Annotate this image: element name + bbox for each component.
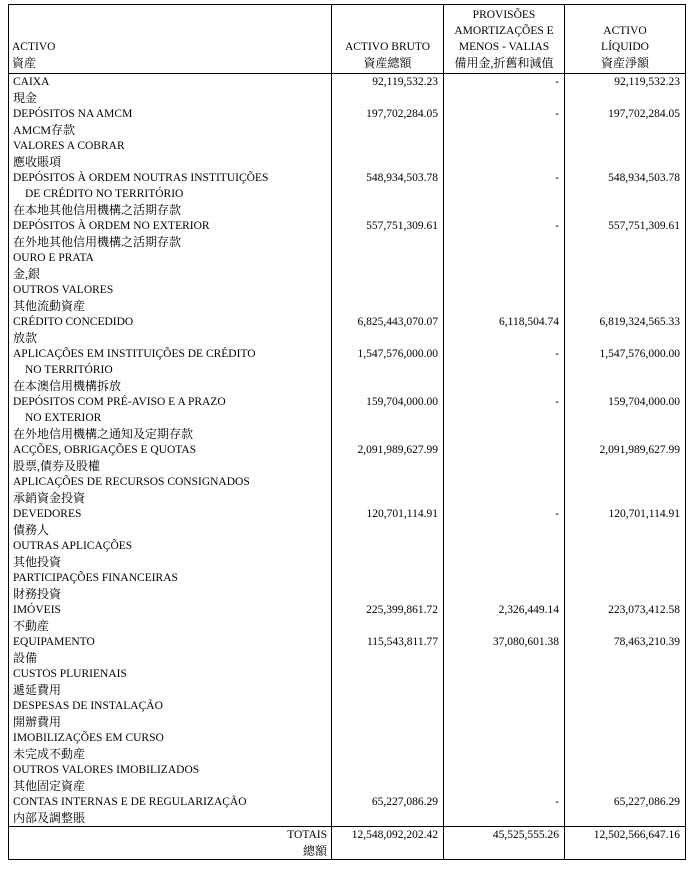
- row-activo-bruto: [331, 474, 443, 506]
- row-label-cn: 其他固定資産: [13, 779, 86, 793]
- row-description: [9, 314, 331, 346]
- row-label-pt: CAIXA: [13, 76, 50, 88]
- row-label-pt: OUTROS VALORES IMOBILIZADOS: [13, 764, 200, 776]
- row-activo-bruto: [331, 730, 443, 762]
- header-col-provisoes: [443, 5, 564, 74]
- row-activo-liquido: 6,819,324,565.33: [564, 314, 685, 346]
- balance-sheet-table: [8, 4, 686, 860]
- row-label-pt: NO TERRITÓRIO: [25, 364, 113, 376]
- totals-activo-liquido: 12,502,566,647.16: [564, 826, 685, 859]
- row-description: [9, 538, 331, 570]
- row-activo-bruto: 557,751,309.61: [331, 218, 443, 250]
- row-activo-liquido: [564, 538, 685, 570]
- row-label-pt: DEPÓSITOS À ORDEM NO EXTERIOR: [13, 220, 210, 232]
- row-description: [9, 394, 331, 442]
- row-activo-liquido: 78,463,210.39: [564, 634, 685, 666]
- header-col-activo-liquido: [564, 5, 685, 74]
- header-provisoes-line-3: MENOS - VALIAS: [458, 41, 550, 53]
- row-label-cn: 現金: [13, 91, 38, 105]
- row-activo-bruto: 1,547,576,000.00: [331, 346, 443, 394]
- row-activo-bruto: 197,702,284.05: [331, 106, 443, 138]
- row-provisoes: -: [443, 106, 564, 138]
- row-activo-liquido: [564, 250, 685, 282]
- row-activo-liquido: 120,701,114.91: [564, 506, 685, 538]
- row-activo-bruto: 6,825,443,070.07: [331, 314, 443, 346]
- row-provisoes: [443, 570, 564, 602]
- row-label-cn: AMCM存款: [13, 123, 76, 137]
- row-description: [9, 138, 331, 170]
- row-activo-bruto: 120,701,114.91: [331, 506, 443, 538]
- row-provisoes: [443, 250, 564, 282]
- row-activo-liquido: [564, 698, 685, 730]
- header-liquido-line-1: ACTIVO: [603, 25, 647, 37]
- row-activo-liquido: 92,119,532.23: [564, 74, 685, 106]
- row-description: [9, 442, 331, 474]
- row-label-cn: 股票,債券及股權: [13, 459, 101, 473]
- row-label-cn: 在本澳信用機構拆放: [13, 379, 122, 393]
- row-description: [9, 474, 331, 506]
- header-bruto-pt: ACTIVO BRUTO: [344, 41, 431, 53]
- row-description: [9, 506, 331, 538]
- row-label-pt: APLICAÇÕES EM INSTITUIÇÕES DE CRÉDITO: [13, 348, 256, 360]
- row-activo-bruto: [331, 762, 443, 794]
- row-activo-bruto: [331, 570, 443, 602]
- row-description: [9, 346, 331, 394]
- row-label-pt: DEVEDORES: [13, 508, 82, 520]
- header-col-activo: [9, 5, 331, 74]
- row-label-cn: 承銷資金投資: [13, 491, 86, 505]
- row-activo-bruto: 548,934,503.78: [331, 170, 443, 218]
- row-label-cn: 放款: [13, 331, 38, 345]
- row-provisoes: -: [443, 506, 564, 538]
- row-provisoes: 37,080,601.38: [443, 634, 564, 666]
- row-provisoes: 2,326,449.14: [443, 602, 564, 634]
- row-provisoes: [443, 538, 564, 570]
- row-label-cn: 其他流動資産: [13, 299, 86, 313]
- row-activo-liquido: 223,073,412.58: [564, 602, 685, 634]
- row-label-pt: ACÇÕES, OBRIGAÇÕES E QUOTAS: [13, 444, 197, 456]
- header-col-activo-bruto: [331, 5, 443, 74]
- row-label-pt: IMÓVEIS: [13, 604, 61, 616]
- row-activo-liquido: 548,934,503.78: [564, 170, 685, 218]
- row-label-pt: OUTROS VALORES: [13, 284, 114, 296]
- totals-label: [9, 826, 331, 859]
- row-label-pt: VALORES A COBRAR: [13, 140, 125, 152]
- row-description: [9, 794, 331, 826]
- row-label-cn: 應收賬項: [13, 155, 62, 169]
- row-provisoes: [443, 138, 564, 170]
- header-provisoes-cn: 備用金,折舊和減值: [454, 56, 554, 70]
- row-activo-bruto: 2,091,989,627.99: [331, 442, 443, 474]
- row-label-cn: 金,銀: [13, 267, 41, 281]
- row-label-cn: 在外地其他信用機構之活期存款: [13, 235, 182, 249]
- row-description: [9, 106, 331, 138]
- row-label-pt: EQUIPAMENTO: [13, 636, 95, 648]
- row-description: [9, 570, 331, 602]
- row-label-pt: NO EXTERIOR: [25, 412, 102, 424]
- row-provisoes: [443, 730, 564, 762]
- row-provisoes: -: [443, 794, 564, 826]
- row-label-cn: 未完成不動産: [13, 747, 86, 761]
- row-label-cn: 不動産: [13, 619, 50, 633]
- row-provisoes: [443, 666, 564, 698]
- row-activo-bruto: 92,119,532.23: [331, 74, 443, 106]
- row-activo-liquido: [564, 570, 685, 602]
- row-provisoes: 6,118,504.74: [443, 314, 564, 346]
- row-label-cn: 遞延費用: [13, 683, 62, 697]
- row-label-pt: CONTAS INTERNAS E DE REGULARIZAÇÃO: [13, 796, 247, 808]
- row-activo-liquido: 159,704,000.00: [564, 394, 685, 442]
- header-provisoes-line-2: AMORTIZAÇÕES E: [454, 25, 554, 37]
- row-label-pt: APLICAÇÕES DE RECURSOS CONSIGNADOS: [13, 476, 250, 488]
- row-provisoes: [443, 698, 564, 730]
- header-provisoes-line-1: PROVISÕES: [472, 9, 536, 21]
- row-provisoes: -: [443, 74, 564, 106]
- row-label-cn: 在本地其他信用機構之活期存款: [13, 203, 182, 217]
- row-activo-bruto: [331, 666, 443, 698]
- row-activo-bruto: 159,704,000.00: [331, 394, 443, 442]
- row-activo-bruto: [331, 538, 443, 570]
- row-provisoes: -: [443, 346, 564, 394]
- row-description: [9, 666, 331, 698]
- row-activo-liquido: 197,702,284.05: [564, 106, 685, 138]
- header-activo-pt: ACTIVO: [12, 41, 56, 53]
- row-activo-liquido: [564, 666, 685, 698]
- row-description: [9, 218, 331, 250]
- row-activo-liquido: 557,751,309.61: [564, 218, 685, 250]
- row-provisoes: [443, 282, 564, 314]
- row-label-pt: IMOBILIZAÇÕES EM CURSO: [13, 732, 164, 744]
- totals-label-cn: 總額: [302, 844, 327, 858]
- row-label-pt: DE CRÉDITO NO TERRITÓRIO: [25, 188, 184, 200]
- row-label-cn: 開辦費用: [13, 715, 62, 729]
- row-label-pt: DEPÓSITOS NA AMCM: [13, 108, 133, 120]
- row-activo-liquido: [564, 138, 685, 170]
- header-bruto-cn: 資産總額: [363, 56, 412, 70]
- row-activo-liquido: 65,227,086.29: [564, 794, 685, 826]
- row-label-cn: 設備: [13, 651, 38, 665]
- row-label-pt: OURO E PRATA: [13, 252, 94, 264]
- row-label-cn: 債務人: [13, 523, 50, 537]
- header-liquido-cn: 資産淨額: [600, 56, 649, 70]
- row-label-pt: CRÉDITO CONCEDIDO: [13, 316, 134, 328]
- row-activo-bruto: [331, 698, 443, 730]
- row-label-cn: 其他投資: [13, 555, 62, 569]
- row-label-pt: DEPÓSITOS COM PRÉ-AVISO E A PRAZO: [13, 396, 226, 408]
- row-description: [9, 602, 331, 634]
- totals-provisoes: 45,525,555.26: [443, 826, 564, 859]
- row-provisoes: [443, 762, 564, 794]
- row-label-cn: 在外地信用機構之通知及定期存款: [13, 427, 194, 441]
- header-liquido-line-2: LÍQUIDO: [601, 41, 649, 53]
- row-description: [9, 762, 331, 794]
- row-description: [9, 634, 331, 666]
- row-label-pt: CUSTOS PLURIENAIS: [13, 668, 127, 680]
- row-activo-liquido: 1,547,576,000.00: [564, 346, 685, 394]
- row-activo-liquido: [564, 762, 685, 794]
- row-provisoes: [443, 474, 564, 506]
- row-label-cn: 財務投資: [13, 587, 62, 601]
- row-activo-bruto: [331, 138, 443, 170]
- row-label-pt: DEPÓSITOS À ORDEM NOUTRAS INSTITUIÇÕES: [13, 172, 269, 184]
- row-description: [9, 170, 331, 218]
- row-description: [9, 698, 331, 730]
- row-provisoes: -: [443, 218, 564, 250]
- row-description: [9, 74, 331, 106]
- row-label-pt: OUTRAS APLICAÇÕES: [13, 540, 133, 552]
- row-label-cn: 内部及調整賬: [13, 811, 86, 825]
- row-activo-bruto: 115,543,811.77: [331, 634, 443, 666]
- row-provisoes: -: [443, 394, 564, 442]
- row-activo-bruto: 65,227,086.29: [331, 794, 443, 826]
- row-label-pt: PARTICIPAÇÕES FINANCEIRAS: [13, 572, 178, 584]
- row-activo-liquido: [564, 474, 685, 506]
- row-activo-liquido: [564, 730, 685, 762]
- row-activo-bruto: [331, 250, 443, 282]
- header-activo-cn: 資産: [12, 56, 37, 70]
- row-activo-bruto: 225,399,861.72: [331, 602, 443, 634]
- row-description: [9, 730, 331, 762]
- totals-label-pt: TOTAIS: [287, 829, 327, 841]
- row-activo-liquido: 2,091,989,627.99: [564, 442, 685, 474]
- row-description: [9, 282, 331, 314]
- totals-activo-bruto: 12,548,092,202.42: [331, 826, 443, 859]
- table-grid: [9, 5, 685, 859]
- row-provisoes: [443, 442, 564, 474]
- row-description: [9, 250, 331, 282]
- row-label-pt: DESPESAS DE INSTALAÇÃO: [13, 700, 163, 712]
- row-provisoes: -: [443, 170, 564, 218]
- row-activo-liquido: [564, 282, 685, 314]
- row-activo-bruto: [331, 282, 443, 314]
